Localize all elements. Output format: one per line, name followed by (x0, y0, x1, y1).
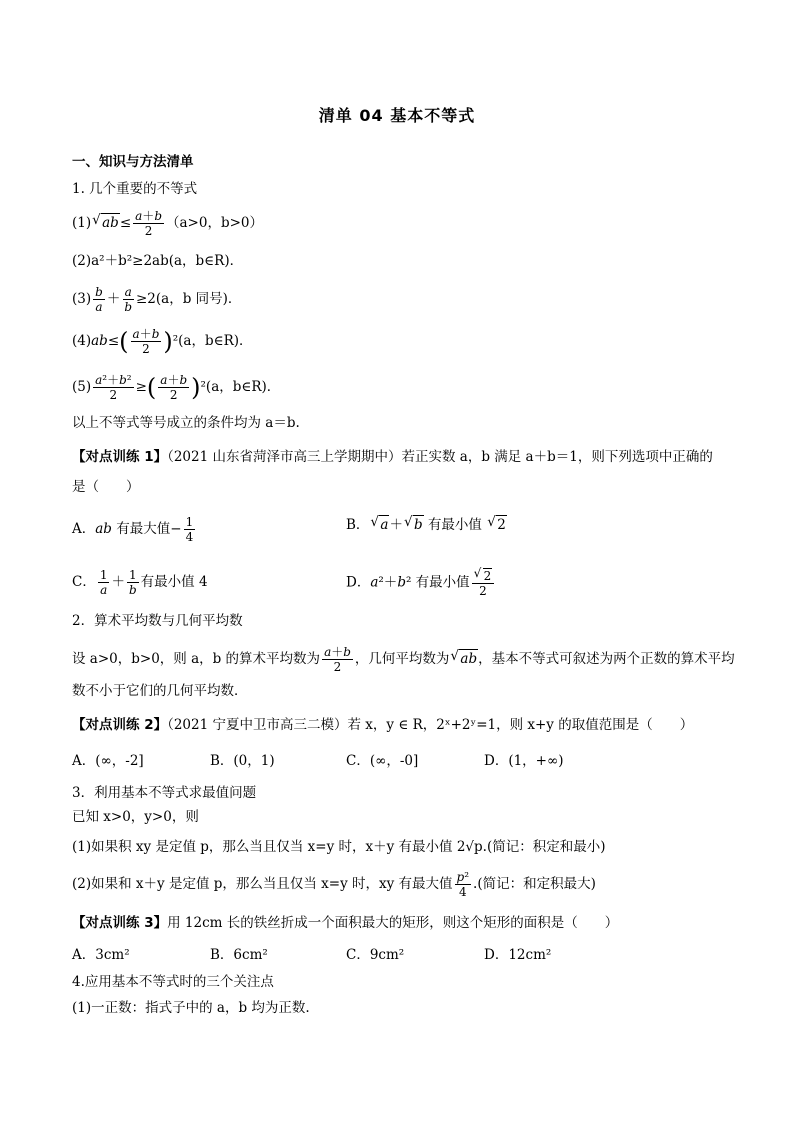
item2-heading: 2．算术平均数与几何平均数 (72, 613, 243, 629)
item3-point-1: (1)如果积 xy 是定值 p，那么当且仅当 x=y 时，x＋y 有最小值 2√p.(简记：积定和最小) (72, 839, 606, 855)
exercise-1: 【对点训练 1】（2021 山东省菏泽市高三上学期期中）若正实数 a，b 满足 a＋b＝1，则下列选项中正确的 (72, 449, 713, 465)
formula-3: (3) $\frac{b}{a}$ ＋ $\frac{a}{b}$ ≥2(a，b 同号)． (72, 285, 242, 314)
exercise-3: 【对点训练 3】用 12cm 长的铁丝折成一个面积最大的矩形，则这个矩形的面积是（ ） (72, 915, 619, 931)
item2-text-cont: 数不小于它们的几何平均数． (72, 683, 248, 699)
formula-1: (1)√ ab≤ $\frac{a+b}{2}$ （a>0，b>0） (72, 209, 263, 238)
ex3-option-c[interactable]: C．9cm² (346, 947, 405, 963)
exercise-1-cont: 是（ ） (72, 479, 140, 495)
exercise-2: 【对点训练 2】（2021 宁夏中卫市高三二模）若 x，y ∈ R，2ˣ+2ʸ=1，则 x+y 的取值范围是（ ） (72, 717, 694, 733)
formula-5: (5) $\frac{\text{a²＋b²}}{2}$ ≥( $\frac{a+b}{2}$ )²(a，b∈R)． (72, 373, 281, 402)
ex1-option-b[interactable]: B．√ a＋√ b 有最小值 √ 2 (346, 515, 507, 534)
section-heading: 一、知识与方法清单 (72, 154, 194, 170)
ex3-option-b[interactable]: B．6cm² (210, 947, 268, 963)
item4-point-1: (1)一正数：指式子中的 a，b 均为正数. (72, 1000, 310, 1016)
item3-point-2: (2)如果和 x＋y 是定值 p，那么当且仅当 x=y 时，xy 有最大值 $\frac{\text{p²}}{4}$ .(简记：和定积最大) (72, 870, 596, 899)
formula-2: (2)a²＋b²≥2ab(a，b∈R)． (72, 253, 244, 269)
ex1-option-c[interactable]: C． $\frac{1}{a}$ ＋ $\frac{1}{b}$ 有最小值 4 (72, 568, 208, 597)
item3-given: 已知 x>0，y>0，则 (72, 809, 199, 825)
ex3-option-d[interactable]: D．12cm² (484, 947, 552, 963)
formula-4: (4)ab≤( $\frac{a+b}{2}$ )²(a，b∈R)． (72, 327, 253, 356)
equality-note: 以上不等式等号成立的条件均为 a＝b. (72, 415, 300, 431)
ex1-option-d[interactable]: D．a²＋b² 有最小值 √ $\frac{2}{2}$ (346, 568, 496, 598)
ex2-option-a[interactable]: A．(∞，-2] (72, 753, 144, 769)
ex1-option-a[interactable]: A．ab 有最大值− $\frac{1}{4}$ (72, 515, 194, 544)
ex2-option-c[interactable]: C．(∞，-0] (346, 753, 419, 769)
item2-text: 设 a>0，b>0，则 a，b 的算术平均数为 $\frac{a+b}{2}$ ，几何平均数为√ ab，基本不等式可叙述为两个正数的算术平均 (72, 645, 735, 674)
item4-heading: 4.应用基本不等式时的三个关注点 (72, 974, 274, 990)
ex3-option-a[interactable]: A．3cm² (72, 947, 130, 963)
page-title: 清单 04 基本不等式 (318, 106, 476, 125)
ex2-option-b[interactable]: B．(0，1) (210, 753, 275, 769)
item1-heading: 1. 几个重要的不等式 (72, 181, 198, 197)
ex2-option-d[interactable]: D．(1，+∞) (484, 753, 564, 769)
item3-heading: 3．利用基本不等式求最值问题 (72, 785, 257, 801)
